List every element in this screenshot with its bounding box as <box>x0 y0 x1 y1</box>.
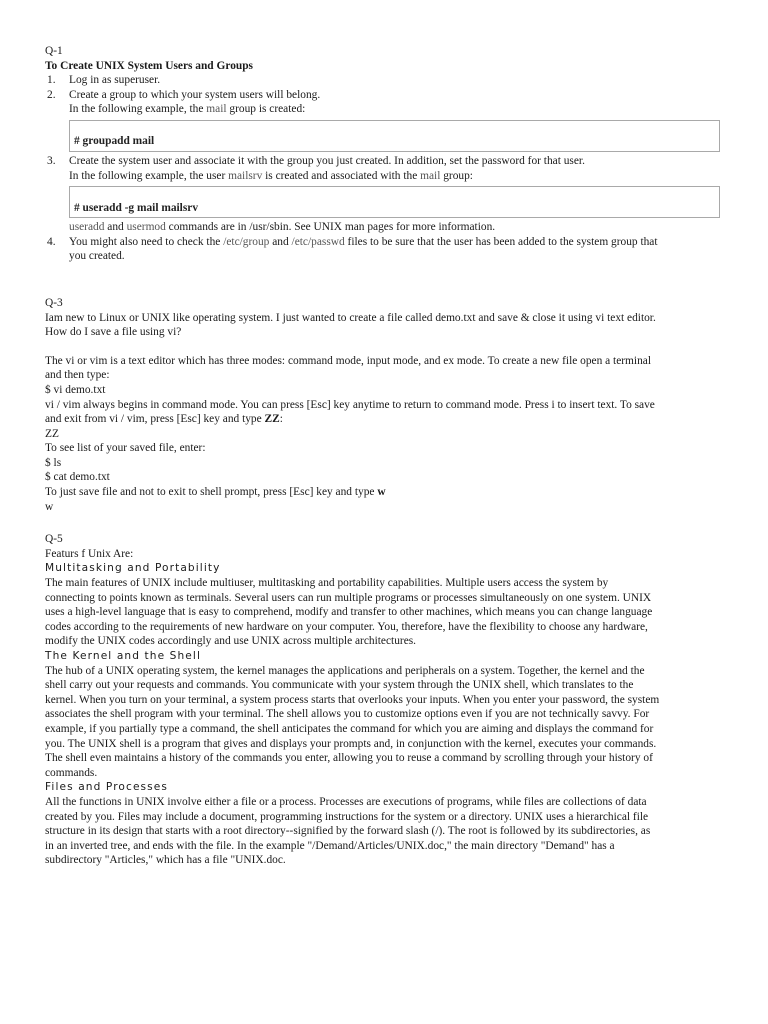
paragraph-line: associates the shell program with your terminal. The shell allows you to customize options even if you are not technically savvy. For <box>45 708 650 721</box>
q3-question-line: Iam new to Linux or UNIX like operating system. I just wanted to create a file called demo.txt and save & close it using vi text editor. <box>45 311 656 324</box>
q1-step-1 <box>45 73 725 88</box>
document-page <box>45 44 725 868</box>
section-heading: Multitasking and Portability <box>45 562 221 575</box>
example-text: is created and associated with the <box>262 169 421 182</box>
section-heading: Files and Processes <box>45 781 169 794</box>
example-text: group: <box>440 169 473 182</box>
step-text: Log in as superuser. <box>69 74 161 87</box>
command-box-groupadd <box>69 120 720 152</box>
paragraph-line: example, if you partially type a command, the shell anticipates the command for which you are aiming and displays the command for <box>45 722 654 735</box>
q1-step-3 <box>45 154 725 183</box>
note-text: and <box>104 221 127 234</box>
paragraph-line: created by you. Files may include a document, programming instructions for the system or a directory. UNIX uses a hierarchical file <box>45 810 649 823</box>
paragraph-line: you. The UNIX shell is a program that gives and displays your prompts and, in conjunction with the kernel, executes your commands. <box>45 737 657 750</box>
paragraph-line: kernel. When you turn on your terminal, a system process starts that overlooks your inputs. When you enter your password, the system <box>45 693 660 706</box>
q3-answer-line: To see list of your saved file, enter: <box>45 442 206 455</box>
q3-answer-line: w <box>45 500 54 513</box>
q3-answer-line: ZZ <box>45 427 59 440</box>
q1-label: Q-1 <box>45 45 63 57</box>
step-number: 3. <box>47 154 56 167</box>
step-text-part: and <box>269 235 292 248</box>
paragraph-line: connecting to points known as terminals. Several users can run multiple programs or processes simultaneously on one system. UNIX <box>45 591 652 604</box>
q1-step-2 <box>45 88 725 117</box>
code-ref: mail <box>206 103 227 116</box>
q3-answer-line: vi / vim always begins in command mode. You can press [Esc] key anytime to return to command mode. Press i to insert text. To save <box>45 398 655 411</box>
q3-answer-line: and then type: <box>45 369 110 382</box>
paragraph-line: All the functions in UNIX involve either a file or a process. Processes are executions of programs, while files are collections of data <box>45 795 647 808</box>
section-heading: The Kernel and the Shell <box>45 650 202 662</box>
q3-answer-line <box>45 485 725 500</box>
paragraph-line: The hub of a UNIX operating system, the kernel manages the applications and peripherals on a system. Together, the kernel and the <box>45 664 645 677</box>
q3-answer-line: The vi or vim is a text editor which has three modes: command mode, input mode, and ex mode. To create a new file open a terminal <box>45 354 651 367</box>
q3-label: Q-3 <box>45 296 63 309</box>
answer-text: To just save file and not to exit to shell prompt, press [Esc] key and type <box>45 486 378 499</box>
q3-answer-line: $ cat demo.txt <box>45 471 110 484</box>
command-box-useradd <box>69 186 720 218</box>
answer-text: : <box>279 413 283 426</box>
code-ref: /etc/group <box>223 235 270 248</box>
code-ref: usermod <box>126 221 166 234</box>
q3-answer-line: $ vi demo.txt <box>45 383 106 396</box>
q5-title: Featurs f Unix Are: <box>45 547 134 560</box>
step-number: 4. <box>47 235 56 248</box>
step-number: 1. <box>47 74 56 87</box>
step-text-part: files to be sure that the user has been added to the system group that <box>344 235 658 248</box>
paragraph-line: The shell even maintains a history of the commands you enter, allowing you to reuse a command by scrolling through your history of <box>45 752 653 765</box>
answer-bold: ZZ <box>264 413 280 426</box>
code-ref: mail <box>420 169 441 182</box>
step-text-continued: you created. <box>69 250 125 263</box>
example-text: In the following example, the user <box>69 169 229 182</box>
paragraph-line: subdirectory "Articles," which has a file "UNIX.doc. <box>45 854 286 867</box>
q3-answer-line <box>45 412 725 427</box>
step-text: Create the system user and associate it with the group you just created. In addition, set the password for that user. <box>69 154 585 167</box>
code-ref: /etc/passwd <box>291 235 345 248</box>
q3-question-line: How do I save a file using vi? <box>45 326 182 339</box>
paragraph-line: codes according to the requirements of new hardware on your computer. You, therefore, have the flexibility to choose any hardware, <box>45 620 648 633</box>
paragraph-line: The main features of UNIX include multiuser, multitasking and portability capabilities. Multiple users access the system by <box>45 577 609 590</box>
example-text: In the following example, the <box>69 103 207 116</box>
paragraph-line: commands. <box>45 766 98 779</box>
step-example <box>69 102 725 117</box>
code-ref: useradd <box>69 221 105 234</box>
q1-title: To Create UNIX System Users and Groups <box>45 59 253 72</box>
paragraph-line: structure in its design that starts with a root directory--signified by the forward slash (/). The root is followed by its subdirectories, as <box>45 825 651 838</box>
command-text: # useradd -g mail mailsrv <box>74 201 199 214</box>
q3-answer-line: $ ls <box>45 456 62 469</box>
code-ref: mailsrv <box>228 169 263 182</box>
step-3-note <box>45 220 725 235</box>
q1-step-4 <box>45 235 725 264</box>
example-text: group is created: <box>226 103 306 116</box>
note-text: commands are in /usr/sbin. See UNIX man pages for more information. <box>165 221 496 234</box>
command-text: # groupadd mail <box>74 135 155 148</box>
answer-text: and exit from vi / vim, press [Esc] key and type <box>45 413 265 426</box>
paragraph-line: shell carry out your requests and commands. You communicate with your system through the UNIX shell, which translates to the <box>45 679 634 692</box>
step-text <box>69 235 725 250</box>
q5-label: Q-5 <box>45 533 63 546</box>
step-number: 2. <box>47 88 56 101</box>
paragraph-line: modify the UNIX codes accordingly and use UNIX across multiple architectures. <box>45 635 417 648</box>
paragraph-line: uses a high-level language that is easy to comprehend, modify and transfer to other machines, which means you can change language <box>45 606 653 619</box>
answer-bold: w <box>377 486 386 499</box>
step-text: Create a group to which your system users will belong. <box>69 88 321 101</box>
paragraph-line: in an inverted tree, and ends with the file. In the example "/Demand/Articles/UNIX.doc," the main directory "Demand" has a <box>45 839 615 852</box>
step-text-part: You might also need to check the <box>69 235 224 248</box>
step-example <box>69 169 725 184</box>
